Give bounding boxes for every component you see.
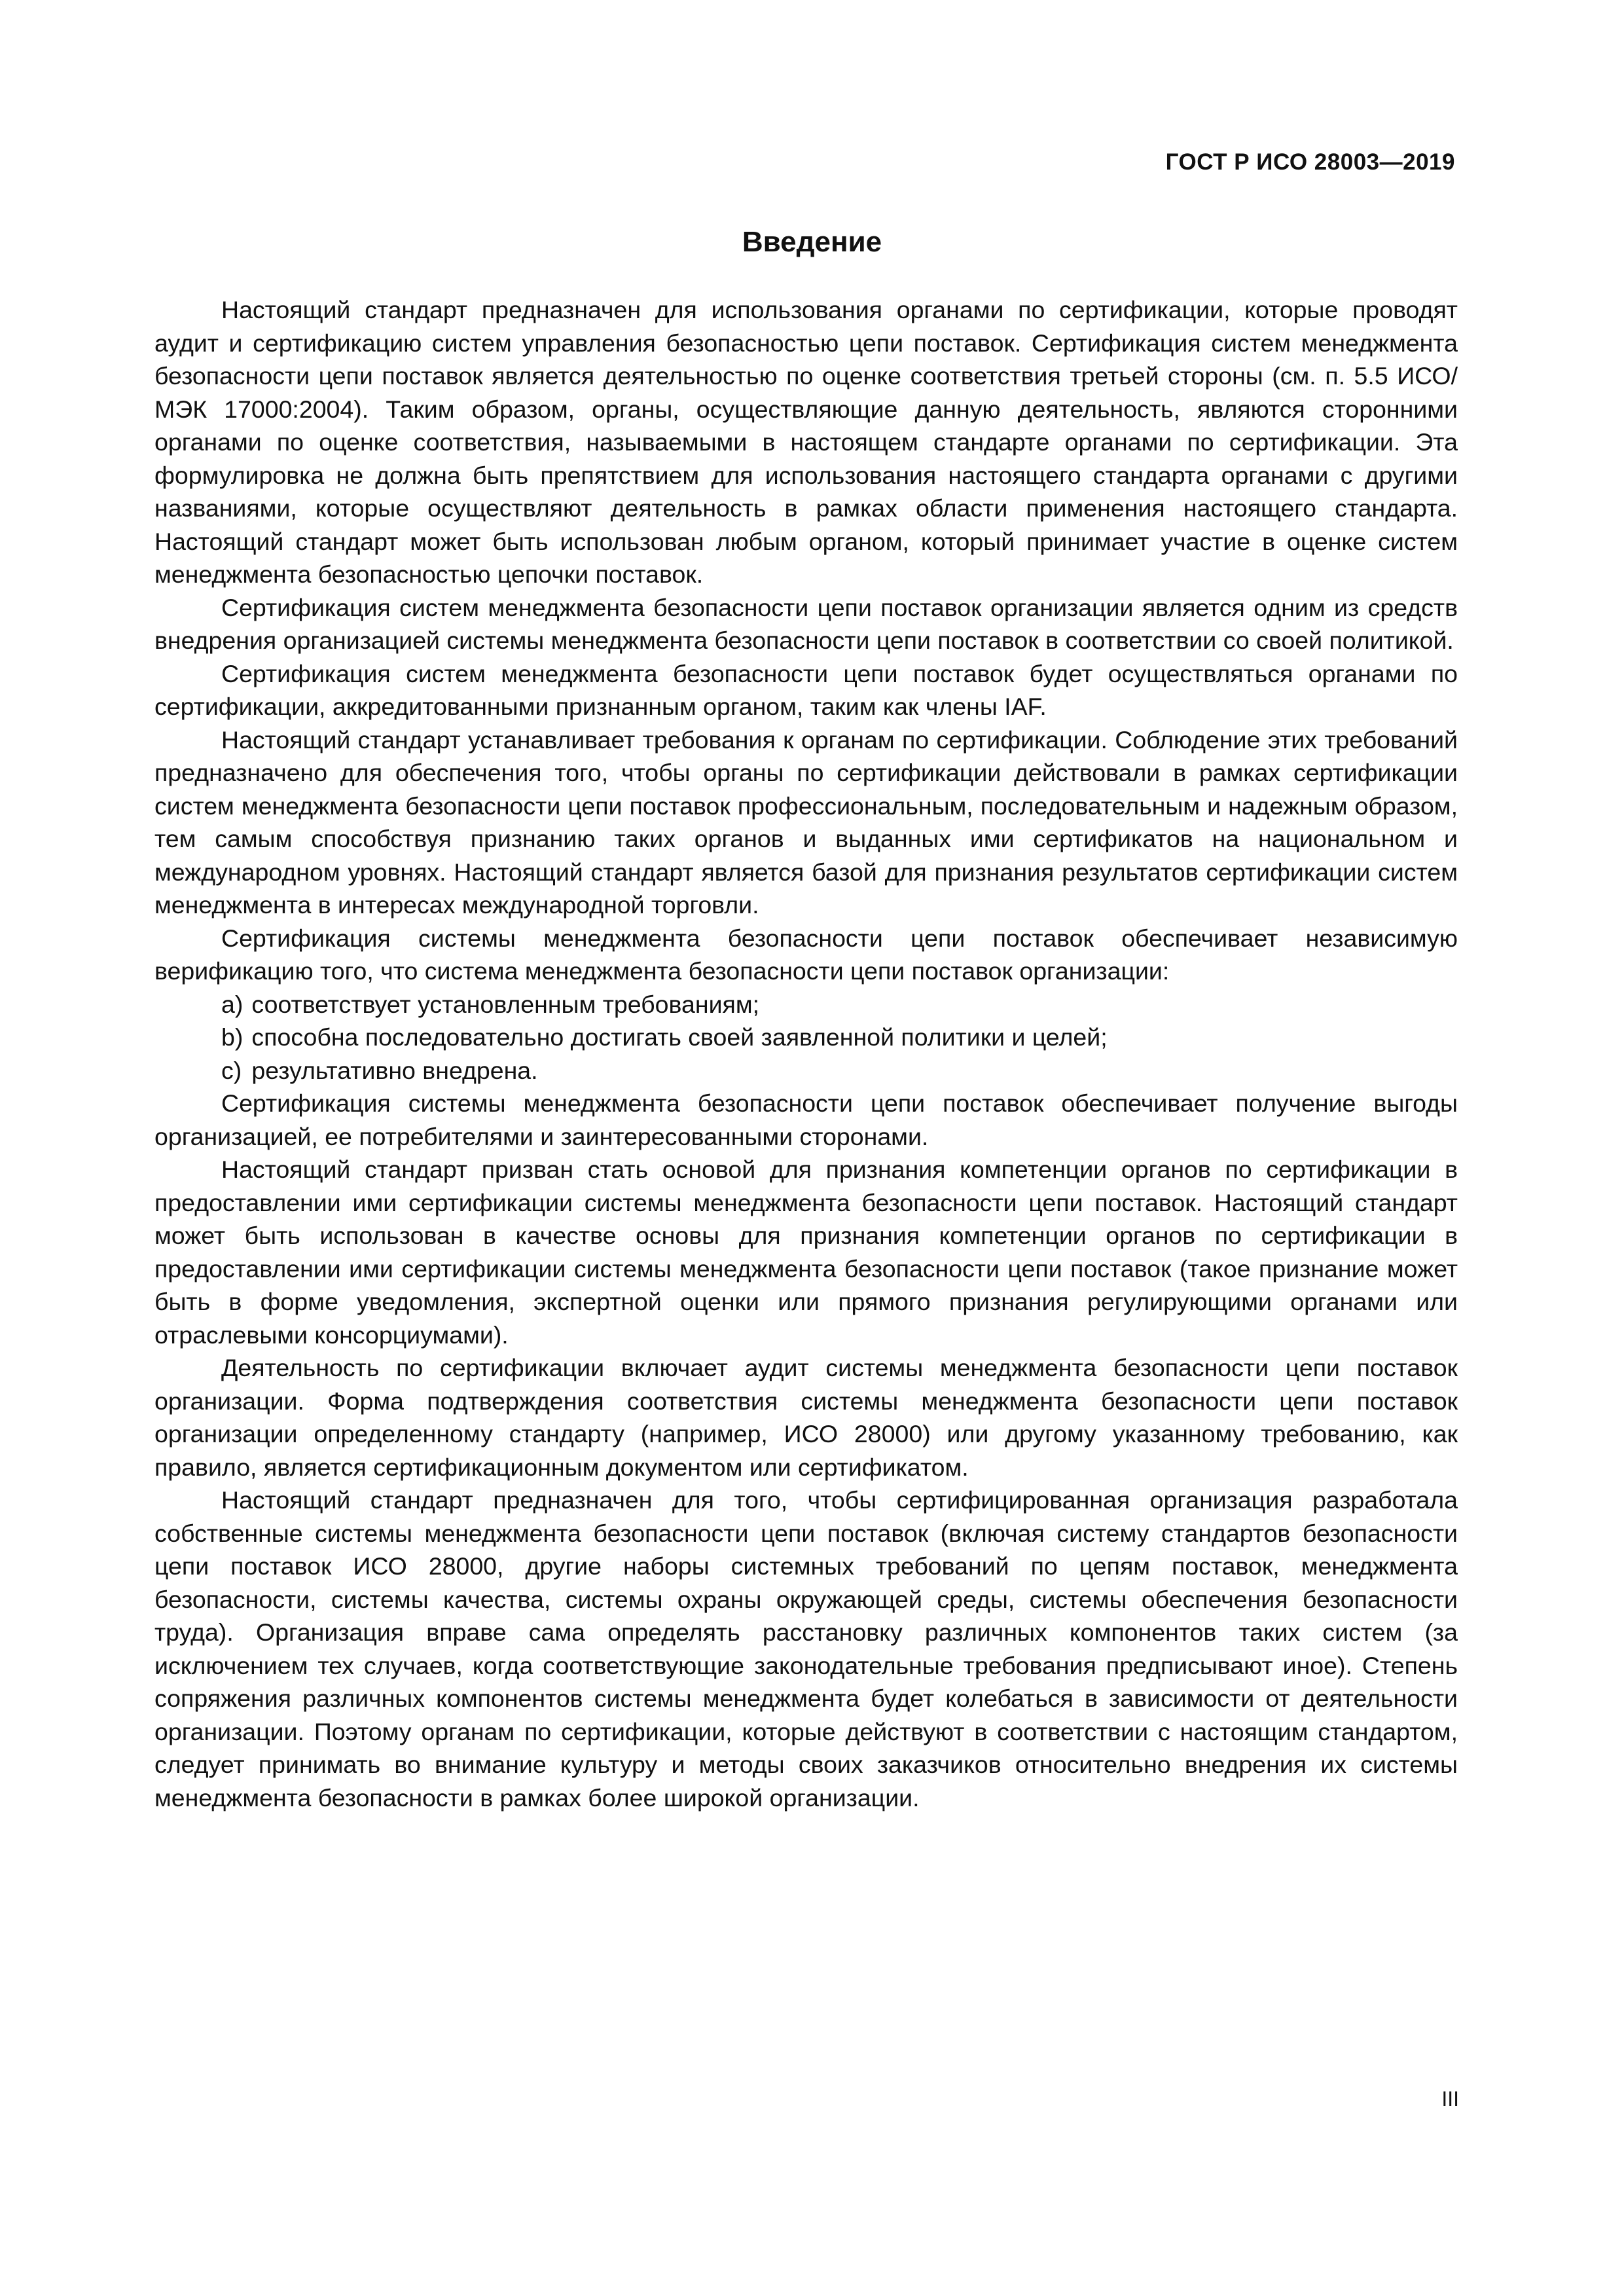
section-title: Введение (742, 226, 882, 258)
list-marker: b) (221, 1023, 244, 1051)
list-item (154, 1021, 1458, 1054)
paragraph: Сертификация системы менеджмента безопасности цепи поставок обеспечивает получение выгоды организацией, ее потребителями и заинтересованными сторонами. (154, 1089, 1458, 1150)
list-item (154, 1054, 1458, 1087)
document-code-header: ГОСТ Р ИСО 28003—2019 (1165, 149, 1455, 175)
paragraph: Настоящий стандарт призван стать основой для признания компетенции органов по сертификации в предоставлении ими сертификации системы менеджмента безопасности цепи поставок. Настоящий стандарт может быть использован в качестве основы для признания компетенции органов по сертификации в предоставлении ими сертификации системы менеджмента безопасности цепи поставок (такое признание может быть в форме уведомления, экспертной оценки или прямого признания регулирующими органами или отраслевыми консорциумами). (154, 1156, 1458, 1349)
list-item (154, 988, 1458, 1021)
list-item-text: результативно внедрена. (251, 1056, 538, 1084)
paragraph: Настоящий стандарт предназначен для использования органами по сертификации, которые проводят аудит и сертификацию систем управления безопасностью цепи поставок. Сертификация систем менеджмента безопасности цепи поставок является деятельностью по оценке соответствия третьей стороны (см. п. 5.5 ИСО/МЭК 17000:2004). Таким образом, органы, осуществляющие данную деятельность, являются сторонними органами по оценке соответствия, называемыми в настоящем стандарте органами по сертификации. Эта формулировка не должна быть препятствием для использования настоящего стандарта органами с другими названиями, которые осуществляют деятельность в рамках области применения настоящего стандарта. Настоящий стандарт может быть использован любым органом, который принимает участие в оценке систем менеджмента безопасностью цепочки поставок. (154, 296, 1458, 588)
list-item-text: способна последовательно достигать своей заявленной политики и целей; (251, 1023, 1108, 1051)
paragraph: Настоящий стандарт предназначен для того, чтобы сертифицированная организация разработала собственные системы менеджмента безопасности цепи поставок (включая систему стандартов безопасности цепи поставок ИСО 28000, другие наборы системных требований по цепям поставок, менеджмента безопасности, системы качества, системы охраны окружающей среды, системы обеспечения безопасности труда). Организация вправе сама определять расстановку различных компонентов таких систем (за исключением тех случаев, когда соответствующие законодательные требования предписывают иное). Степень сопряжения различных компонентов системы менеджмента будет колебаться в зависимости от деятельности организации. Поэтому органам по сертификации, которые действуют в соответствии с настоящим стандартом, следует принимать во внимание культуру и методы своих заказчиков относительно внедрения их системы менеджмента безопасности в рамках более широкой организации. (154, 1486, 1458, 1812)
paragraph: Сертификация системы менеджмента безопасности цепи поставок обеспечивает независимую верификацию того, что система менеджмента безопасности цепи поставок организации: (154, 924, 1458, 985)
page-number: III (1441, 2087, 1459, 2111)
body-text (154, 293, 1458, 1814)
list-marker: c) (221, 1056, 242, 1084)
paragraph: Деятельность по сертификации включает аудит системы менеджмента безопасности цепи поставок организации. Форма подтверждения соответствия системы менеджмента безопасности цепи поставок организации определенному стандарту (например, ИСО 28000) или другому указанному требованию, как правило, является сертификационным документом или сертификатом. (154, 1354, 1458, 1481)
list-item-text: соответствует установленным требованиям; (251, 990, 760, 1018)
paragraph: Настоящий стандарт устанавливает требования к органам по сертификации. Соблюдение этих требований предназначено для обеспечения того, чтобы органы по сертификации действовали в рамках сертификации систем менеджмента безопасности цепи поставок профессиональным, последовательным и надежным образом, тем самым способствуя признанию таких органов и выданных ими сертификатов на национальном и международном уровнях. Настоящий стандарт является базой для признания результатов сертификации систем менеджмента в интересах международной торговли. (154, 725, 1458, 919)
paragraph: Сертификация систем менеджмента безопасности цепи поставок будет осуществляться органами по сертификации, аккредитованными признанным органом, таким как члены IAF. (154, 659, 1458, 720)
paragraph: Сертификация систем менеджмента безопасности цепи поставок организации является одним из средств внедрения организацией системы менеджмента безопасности цепи поставок в соответствии со своей политикой. (154, 593, 1458, 654)
list-marker: a) (221, 990, 244, 1018)
